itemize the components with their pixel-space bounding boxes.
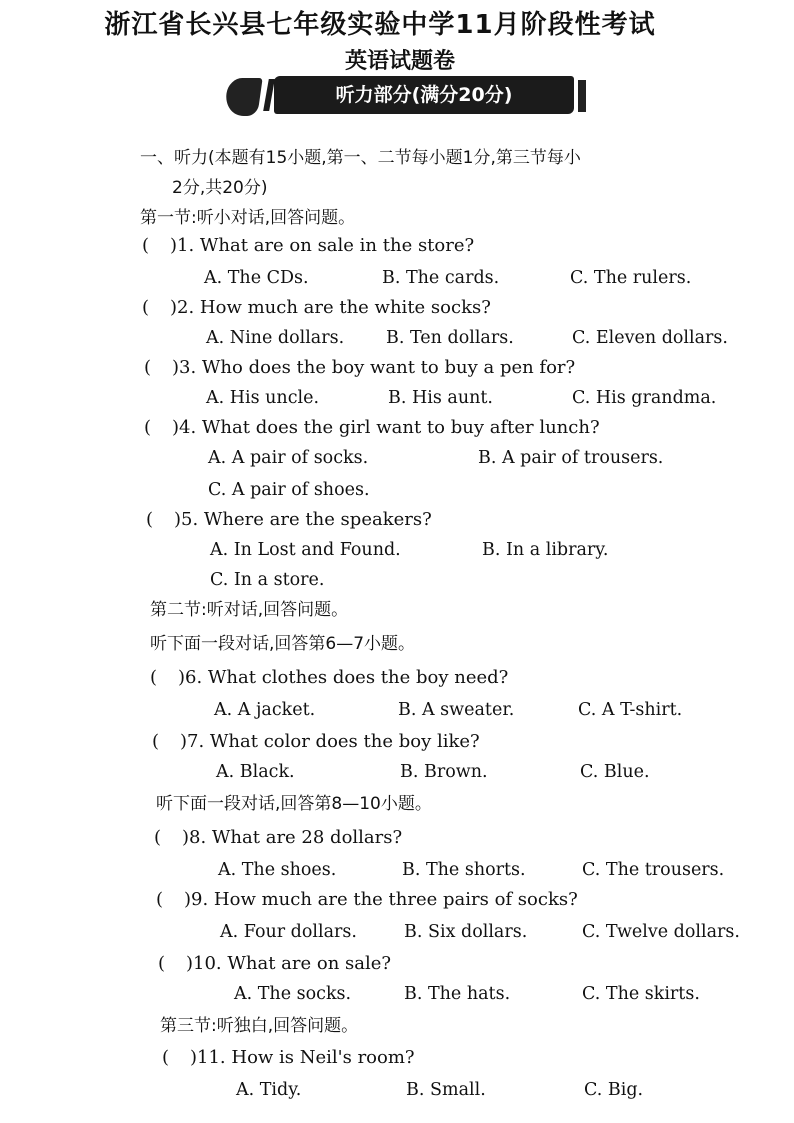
question-3: ( )3. Who does the boy want to buy a pen for? xyxy=(144,357,576,378)
option-a: A. A pair of socks. xyxy=(208,448,369,468)
answer-blank[interactable]: ( xyxy=(150,667,158,688)
question-text: 10. What are on sale? xyxy=(193,953,392,974)
exam-title: 浙江省长兴县七年级实验中学11月阶段性考试 xyxy=(104,10,656,40)
question-text: 7. What color does the boy like? xyxy=(187,731,480,752)
question-text: 1. What are on sale in the store? xyxy=(177,235,475,256)
question-text: 4. What does the girl want to buy after lunch? xyxy=(179,417,600,438)
option-a: A. His uncle. xyxy=(206,388,320,408)
option-b: B. The hats. xyxy=(404,984,511,1004)
question-4: ( )4. What does the girl want to buy after lunch? xyxy=(144,417,600,438)
option-c: C. Twelve dollars. xyxy=(582,922,740,942)
intro-line-2: 2分,共20分) xyxy=(172,178,268,198)
option-a: A. The CDs. xyxy=(204,268,309,288)
question-text: 3. Who does the boy want to buy a pen for? xyxy=(179,357,576,378)
option-c: C. Eleven dollars. xyxy=(572,328,728,348)
answer-blank[interactable]: ( xyxy=(142,235,150,256)
section-banner xyxy=(226,76,586,118)
question-text: 6. What clothes does the boy need? xyxy=(185,667,509,688)
option-b: B. Small. xyxy=(406,1080,486,1100)
exam-subtitle: 英语试题卷 xyxy=(344,49,455,74)
banner-brush-right xyxy=(578,80,586,112)
option-c: C. Big. xyxy=(584,1080,644,1100)
question-9: ( )9. How much are the three pairs of socks? xyxy=(156,889,578,910)
question-11: ( )11. How is Neil's room? xyxy=(162,1047,415,1068)
option-b: B. In a library. xyxy=(482,540,609,560)
option-b: B. His aunt. xyxy=(388,388,493,408)
question-text: 5. Where are the speakers? xyxy=(181,509,432,530)
question-2: ( )2. How much are the white socks? xyxy=(142,297,491,318)
answer-blank[interactable]: ( xyxy=(144,357,152,378)
intro-line-1: 一、听力(本题有15小题,第一、二节每小题1分,第三节每小 xyxy=(140,148,581,168)
option-a: A. In Lost and Found. xyxy=(210,540,401,560)
option-c: C. Blue. xyxy=(580,762,650,782)
option-c: C. His grandma. xyxy=(572,388,717,408)
question-8: ( )8. What are 28 dollars? xyxy=(154,827,403,848)
question-text: 9. How much are the three pairs of socks? xyxy=(191,889,578,910)
answer-blank[interactable]: ( xyxy=(156,889,164,910)
answer-blank[interactable]: ( xyxy=(146,509,154,530)
option-c: C. The rulers. xyxy=(570,268,692,288)
question-5: ( )5. Where are the speakers? xyxy=(146,509,432,530)
option-a: A. A jacket. xyxy=(214,700,316,720)
answer-blank[interactable]: ( xyxy=(142,297,150,318)
option-a: A. Nine dollars. xyxy=(206,328,345,348)
option-c: C. A pair of shoes. xyxy=(208,480,370,500)
option-b: B. Brown. xyxy=(400,762,488,782)
answer-blank[interactable]: ( xyxy=(154,827,162,848)
option-b: B. A sweater. xyxy=(398,700,515,720)
section2-instruction-2: 听下面一段对话,回答第8—10小题。 xyxy=(156,794,432,814)
answer-blank[interactable]: ( xyxy=(158,953,166,974)
option-a: A. The shoes. xyxy=(218,860,337,880)
section2-heading: 第二节:听对话,回答问题。 xyxy=(150,600,349,620)
section2-instruction-1: 听下面一段对话,回答第6—7小题。 xyxy=(150,634,416,654)
answer-blank[interactable]: ( xyxy=(144,417,152,438)
option-c: C. The skirts. xyxy=(582,984,700,1004)
option-b: B. A pair of trousers. xyxy=(478,448,664,468)
option-a: A. Tidy. xyxy=(236,1080,302,1100)
option-a: A. Four dollars. xyxy=(220,922,357,942)
answer-blank[interactable]: ( xyxy=(162,1047,170,1068)
option-c: C. The trousers. xyxy=(582,860,725,880)
question-text: 8. What are 28 dollars? xyxy=(189,827,403,848)
option-c: C. In a store. xyxy=(210,570,325,590)
question-text: 11. How is Neil's room? xyxy=(197,1047,415,1068)
option-b: B. Ten dollars. xyxy=(386,328,514,348)
banner-label: 听力部分(满分20分) xyxy=(335,84,513,106)
section1-heading: 第一节:听小对话,回答问题。 xyxy=(140,208,356,228)
option-b: B. The shorts. xyxy=(402,860,526,880)
section3-heading: 第三节:听独白,回答问题。 xyxy=(160,1016,359,1036)
option-c: C. A T-shirt. xyxy=(578,700,683,720)
option-a: A. Black. xyxy=(216,762,295,782)
option-a: A. The socks. xyxy=(234,984,352,1004)
answer-blank[interactable]: ( xyxy=(152,731,160,752)
question-text: 2. How much are the white socks? xyxy=(177,297,491,318)
question-6: ( )6. What clothes does the boy need? xyxy=(150,667,509,688)
banner-brush-left xyxy=(223,78,262,116)
option-b: B. Six dollars. xyxy=(404,922,528,942)
question-7: ( )7. What color does the boy like? xyxy=(152,731,480,752)
question-10: ( )10. What are on sale? xyxy=(158,953,392,974)
question-1: ( )1. What are on sale in the store? xyxy=(142,235,475,256)
option-b: B. The cards. xyxy=(382,268,500,288)
